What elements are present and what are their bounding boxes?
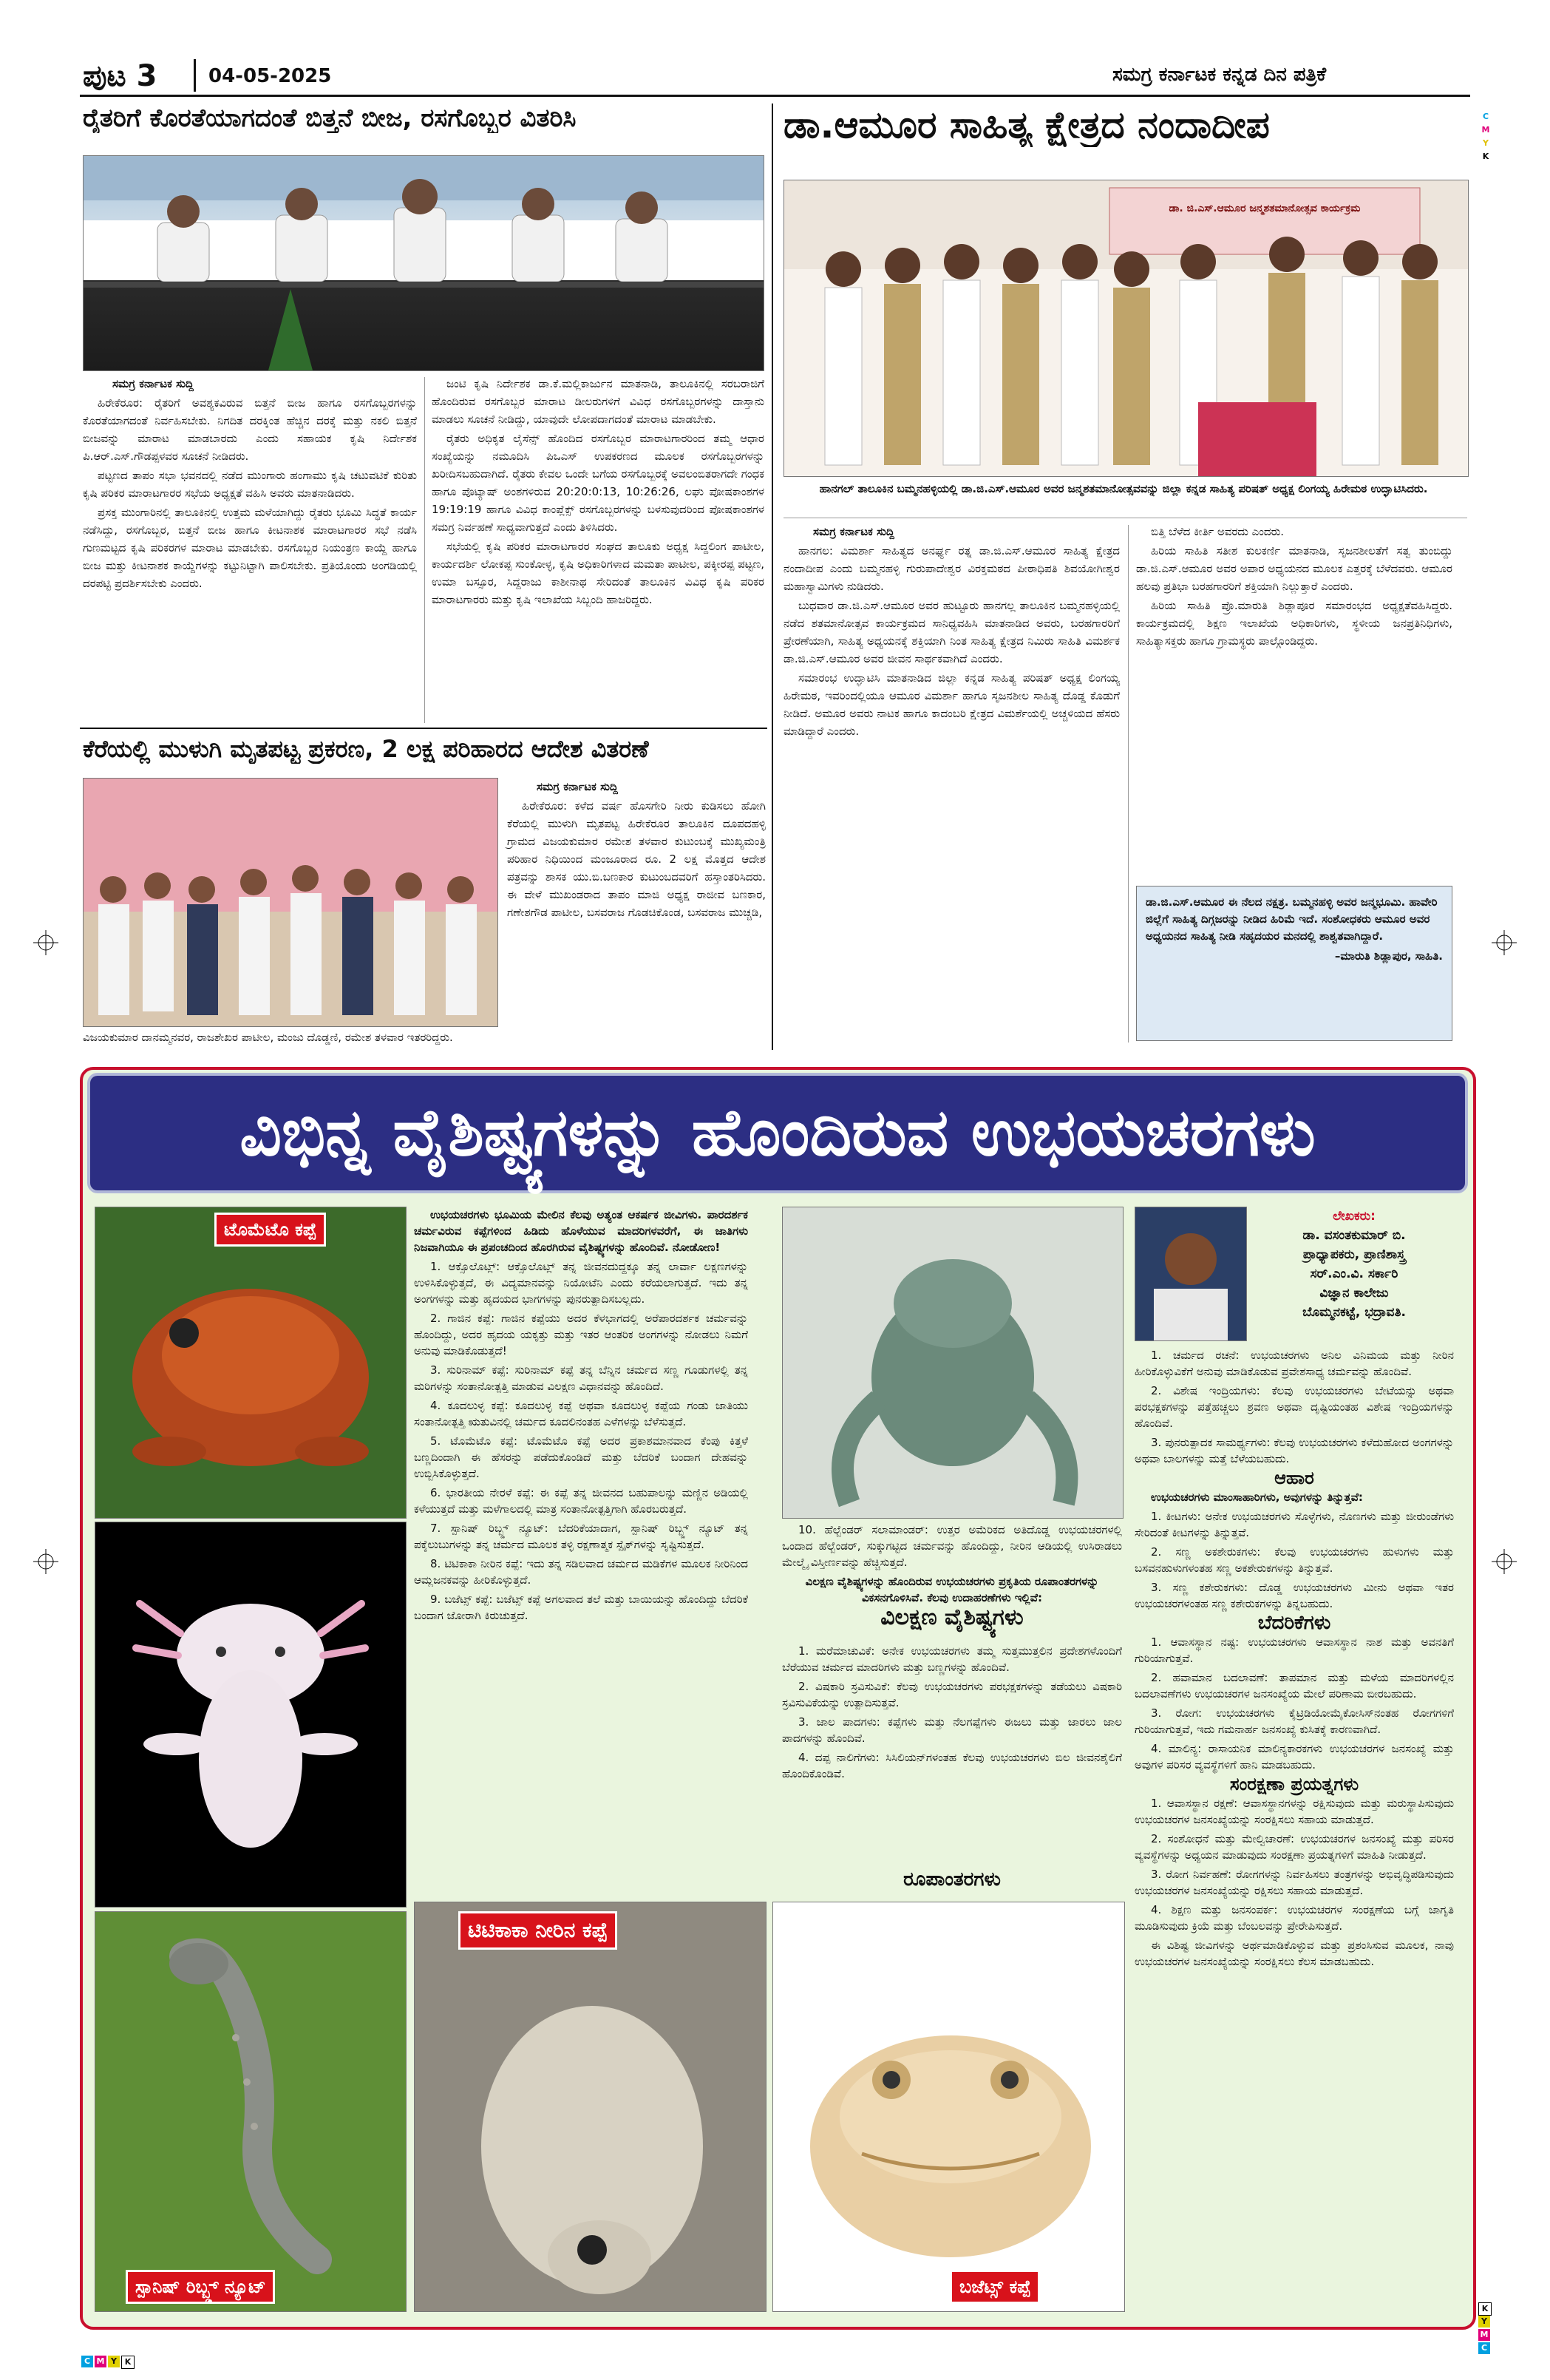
cmyk-mark-m: M xyxy=(1481,125,1490,135)
story-divider xyxy=(772,104,773,1050)
tomato-frog-photo xyxy=(95,1207,407,1519)
cmyk-foot-c: C xyxy=(81,2356,93,2367)
cmyk-mark-c: C xyxy=(1482,112,1489,121)
water-frog-photo xyxy=(782,1207,1124,1519)
unique-section: 10. ಹೆಲ್ಬೆಂಡರ್ ಸಲಾಮಾಂಡರ್: ಉತ್ತರ ಅಮೆರಿಕದ ಅತಿದೊಡ್ಡ ಉಭಯಚರಗಳಲ್ಲಿ ಒಂದಾದ ಹೆಲ್ಬೆಂಡರ್, ಸುಕ್ಕುಗಟ್ಟಿದ ಚರ್ಮವನ್ನು ಹೊಂದಿದ್ದು, ನೀರಿನ ಆಡಿಯಲ್ಲಿ ಉಸಿರಾಡಲು ಮೇಲ್ಮೈ ವಿಸ್ತೀರ್ಣವನ್ನು ಹೆಚ್ಚಿಸುತ್ತದೆ. ವಿಲಕ್ಷಣ ವೈಶಿಷ್ಟ್ಯಗಳನ್ನು ಹೊಂದಿರುವ ಉಭಯಚರಗಳು ಪ್ರಕೃತಿಯ ರೂಪಾಂತರಗಳನ್ನು ವಿಕಸನಗೊಳಿಸಿವೆ. ಕೆಲವು ಉದಾಹರಣೆಗಳು ಇಲ್ಲಿವೆ: xyxy=(782,1523,1122,1604)
registration-mark-icon xyxy=(33,930,58,955)
newt-photo xyxy=(95,1911,407,2312)
story3-trailing: ವಿಜಯಕುಮಾರ ದಾನಮ್ಮನವರ, ರಾಜಶೇಖರ ಪಾಟೀಲ, ಮಂಜು ದೊಡ್ಡಣಿ, ರಮೇಶ ತಳವಾರ ಇತರರಿದ್ದರು. xyxy=(83,1031,453,1044)
story-rule xyxy=(80,728,767,729)
column-rule xyxy=(1128,525,1129,1042)
header-rule xyxy=(80,95,1470,97)
story1-col1: ಸಮಗ್ರ ಕರ್ನಾಟಕ ಸುದ್ದಿ ಹಿರೇಕೆರೂರ: ರೈತರಿಗೆ ಅವಶ್ಯಕವಿರುವ ಬಿತ್ತನೆ ಬೀಜ ಹಾಗೂ ರಸಗೊಬ್ಬರಗಳನ್ನು ಕೊರತೆಯಾಗದಂತೆ ನಿರ್ವಹಿಸಬೇಕು. ನಿಗದಿತ ದರಕ್ಕಿಂತ ಹೆಚ್ಚಿನ ದರಕ್ಕೆ ಮತ್ತು ನಕಲಿ ಬಿತ್ತನೆ ಬೀಜವನ್ನು ಮಾರಾಟ ಮಾಡಬಾರದು ಎಂದು ಸಹಾಯಕ ಕೃಷಿ ನಿರ್ದೇಶಕ ಪಿ.ಆರ್.ಎಸ್.ಗೌಡಪ್ಪಳವರ ಸೂಚನೆ ನೀಡಿದರು. ಪಟ್ಟಣದ ತಾಪಂ ಸಭಾ ಭವನದಲ್ಲಿ ನಡೆದ ಮುಂಗಾರು ಹಂಗಾಮು ಕೃಷಿ ಚಟುವಟಿಕೆ ಕುರಿತು ಕೃಷಿ ಪರಿಕರ ಮಾರಾಟಗಾರರ ಸಭೆಯ ಅಧ್ಯಕ್ಷತೆ ವಹಿಸಿ ಅವರು ಮಾತನಾಡಿದರು. ಪ್ರಸಕ್ತ ಮುಂಗಾರಿನಲ್ಲಿ ತಾಲೂಕಿನಲ್ಲಿ ಉತ್ತಮ ಮಳೆಯಾಗಿದ್ದು ರೈತರು ಭೂಮಿ ಸಿದ್ಧತೆ ಕಾರ್ಯ ನಡೆಸಿದ್ದು, ರಸಗೊಬ್ಬರ, ಬಿತ್ತನೆ ಬೀಜ ಹಾಗೂ ಕೀಟನಾಶಕ ಮಾರಾಟಗಾರರ ಸಭೆ ನಡೆಸಿ ಗುಣಮಟ್ಟದ ಕೃಷಿ ಪರಿಕರಗಳ ಮಾರಾಟ ಮಾಡಬೇಕು. ರಸಗೊಬ್ಬರ ನಿಯಂತ್ರಣ ಕಾಯ್ದೆ ಹಾಗೂ ಬೀಜ ಮತ್ತು ಕೀಟನಾಶಕ ಕಾಯ್ದೆಗಳನ್ನು ಕಟ್ಟುನಿಟ್ಟಾಗಿ ಪಾಲಿಸಬೇಕು. ಪ್ರತಿಯೊಂದು ಅಂಗಡಿಯಲ್ಲಿ ದರಪಟ್ಟಿ ಪ್ರದರ್ಶಿಸಬೇಕು ಎಂದರು. xyxy=(83,377,417,590)
titicaca-frog-label: ಟಿಟಿಕಾಕಾ ನೀರಿನ ಕಪ್ಪೆ xyxy=(458,1911,617,1950)
author-photo xyxy=(1135,1207,1247,1341)
tomato-frog-label: ಟೊಮೆಟೊ ಕಪ್ಪೆ xyxy=(214,1213,326,1247)
registration-mark-icon xyxy=(33,1549,58,1574)
axolotl-photo xyxy=(95,1522,407,1908)
header-divider xyxy=(194,59,196,92)
story2-caption: ಹಾನಗಲ್ ತಾಲೂಕಿನ ಬಮ್ಮನಹಳ್ಳಿಯಲ್ಲಿ ಡಾ.ಜಿ.ಎಸ್.ಆಮೂರ ಅವರ ಜನ್ಮಶತಮಾನೋತ್ಸವವನ್ನು ಜಿಲ್ಲಾ ಕನ್ನಡ ಸಾಹಿತ್ಯ ಪರಿಷತ್ ಅಧ್ಯಕ್ಷ ಲಿಂಗಯ್ಯ ಹಿರೇಮಠ ಉದ್ಘಾಟಿಸಿದರು. xyxy=(819,482,1428,495)
author-credit: ಲೇಖಕರು: ಡಾ. ವಸಂತಕುಮಾರ್ ಬಿ. ಪ್ರಾಧ್ಯಾಪಕರು, ಪ್ರಾಣಿಶಾಸ್ತ್ರ ಸರ್.ಎಂ.ವಿ. ಸರ್ಕಾರಿ ವಿಜ್ಞಾನ ಕಾಲೇಜು ಬೊಮ್ಮನಕಟ್ಟೆ, ಭದ್ರಾವತಿ. xyxy=(1302,1209,1406,1320)
newt-label: ಸ್ಪಾನಿಷ್ ರಿಬ್ಬ್ಡ್ ನ್ಯೂಟ್ xyxy=(126,2270,275,2304)
unique-heading: ವಿಲಕ್ಷಣ ವೈಶಿಷ್ಟ್ಯಗಳು xyxy=(880,1604,1024,1630)
pull-quote: ಡಾ.ಜಿ.ಎಸ್.ಆಮೂರ ಈ ನೆಲದ ನಕ್ಷತ್ರ. ಬಮ್ಮನಹಳ್ಳಿ ಅವರ ಜನ್ಮಭೂಮಿ. ಹಾವೇರಿ ಜಿಲ್ಲೆಗೆ ಸಾಹಿತ್ಯ ದಿಗ್ಗಜರನ್ನು ನೀಡಿದ ಹಿರಿಮೆ ಇದೆ. ಸಂಶೋಧಕರು ಆಮೂರ ಅವರ ಅಧ್ಯಯನದ ಸಾಹಿತ್ಯ ನೀಡಿ ಸಹೃದಯರ ಮನದಲ್ಲಿ ಶಾಶ್ವತವಾಗಿದ್ದಾರೆ. –ಮಾರುತಿ ಶಿಡ್ಲಾಪುರ, ಸಾಹಿತಿ. xyxy=(1136,886,1452,1041)
page-number: ಪುಟ 3 xyxy=(83,59,157,93)
budgett-frog-label: ಬಜೆಟ್ಸ್ ಕಪ್ಪೆ xyxy=(950,2270,1040,2304)
cmyk-mark-k: K xyxy=(1482,152,1489,161)
species-list: ಉಭಯಚರಗಳು ಭೂಮಿಯ ಮೇಲಿನ ಕೆಲವು ಅತ್ಯಂತ ಆಕರ್ಷಕ ಜೀವಿಗಳು. ಪಾರದರ್ಶಕ ಚರ್ಮವಿರುವ ಕಪ್ಪೆಗಳಿಂದ ಹಿಡಿದು ಹೊಳೆಯುವ ಮಾದರಿಗಳವರೆಗೆ, ಈ ಜಾತಿಗಳು ನಿಜವಾಗಿಯೂ ಈ ಪ್ರಪಂಚದಿಂದ ಹೊರಗಿರುವ ವೈಶಿಷ್ಟ್ಯಗಳನ್ನು ಹೊಂದಿವೆ. ನೋಡೋಣ! 1. ಆಕ್ಸೊಲೊಟ್ಲ್: ಆಕ್ಸೊಲೊಟ್ಲ್ ತನ್ನ ಜೀವನದುದ್ದಕ್ಕೂ ತನ್ನ ಲಾರ್ವಾ ಲಕ್ಷಣಗಳನ್ನು ಉಳಿಸಿಕೊಳ್ಳುತ್ತದೆ, ಈ ವಿದ್ಯಮಾನವನ್ನು ನಿಯೋಟೆನಿ ಎಂದು ಕರೆಯಲಾಗುತ್ತದೆ. ಇದು ತನ್ನ ಅಂಗಗಳನ್ನು ಮತ್ತು ಹೃದಯದ ಭಾಗಗಳನ್ನು ಪುನರುತ್ಪಾದಿಸಬಲ್ಲದು. 2. ಗಾಜಿನ ಕಪ್ಪೆ: ಗಾಜಿನ ಕಪ್ಪೆಯು ಅದರ ಕೆಳಭಾಗದಲ್ಲಿ ಅರೆಪಾರದರ್ಶಕ ಚರ್ಮವನ್ನು ಹೊಂದಿದ್ದು, ಅದರ ಹೃದಯ ಯಕೃತ್ತು ಮತ್ತು ಇತರ ಆಂತರಿಕ ಅಂಗಗಳನ್ನು ನೋಡಲು ನಿಮಗೆ ಅನುವು ಮಾಡಿಕೊಡುತ್ತದೆ! 3. ಸುರಿನಾಮ್ ಕಪ್ಪೆ: ಸುರಿನಾಮ್ ಕಪ್ಪೆ ತನ್ನ ಬೆನ್ನಿನ ಚರ್ಮದ ಸಣ್ಣ ಗೂಡುಗಳಲ್ಲಿ ತನ್ನ ಮರಿಗಳನ್ನು ಸಂತಾನೋತ್ಪತ್ತಿ ಮಾಡುವ ವಿಲಕ್ಷಣ ವಿಧಾನವನ್ನು ಹೊಂದಿದೆ. 4. ಕೂದಲುಳ್ಳ ಕಪ್ಪೆ: ಕೂದಲುಳ್ಳ ಕಪ್ಪೆ ಅಥವಾ ಕೂದಲುಳ್ಳ ಕಪ್ಪೆಯ ಗಂಡು ಜಾತಿಯು ಸಂತಾನೋತ್ಪತ್ತಿ ಋತುವಿನಲ್ಲಿ ಚರ್ಮದ ಕೂದಲಿನಂತಹ ಎಳೆಗಳನ್ನು ಬೆಳೆಸುತ್ತದೆ. 5. ಟೊಮೆಟೊ ಕಪ್ಪೆ: ಟೊಮೆಟೊ ಕಪ್ಪೆ ಅದರ ಪ್ರಕಾಶಮಾನವಾದ ಕೆಂಪು ಕಿತ್ತಳೆ ಬಣ್ಣದಿಂದಾಗಿ ಈ ಹೆಸರನ್ನು ಪಡೆದುಕೊಂಡಿದೆ ಮತ್ತು ಬೆದರಿಕೆ ಬಂದಾಗ ದೇಹವನ್ನು ಉಬ್ಬಿಸಿಕೊಳ್ಳುತ್ತದೆ. 6. ಭಾರತೀಯ ನೇರಳೆ ಕಪ್ಪೆ: ಈ ಕಪ್ಪೆ ತನ್ನ ಜೀವನದ ಬಹುಪಾಲನ್ನು ಮಣ್ಣಿನ ಅಡಿಯಲ್ಲಿ ಕಳೆಯುತ್ತದೆ ಮತ್ತು ಮಳೆಗಾಲದಲ್ಲಿ ಮಾತ್ರ ಸಂತಾನೋತ್ಪತ್ತಿಗಾಗಿ ಹೊರಬರುತ್ತದೆ. 7. ಸ್ಪಾನಿಷ್ ರಿಬ್ಬ್ಡ್ ನ್ಯೂಟ್: ಬೆದರಿಕೆಯಾದಾಗ, ಸ್ಪಾನಿಷ್ ರಿಬ್ಬ್ಡ್ ನ್ಯೂಟ್ ತನ್ನ ಪಕ್ಕೆಲುಬುಗಳನ್ನು ತನ್ನ ಚರ್ಮದ ಮೂಲಕ ತಳ್ಳಿ ರಕ್ಷಣಾತ್ಮಕ ಸ್ಪೈಕ್‌ಗಳನ್ನು ಸೃಷ್ಟಿಸುತ್ತದೆ. 8. ಟಿಟಿಕಾಕಾ ನೀರಿನ ಕಪ್ಪೆ: ಇದು ತನ್ನ ಸಡಿಲವಾದ ಚರ್ಮದ ಮಡಿಕೆಗಳ ಮೂಲಕ ನೀರಿನಿಂದ ಆಮ್ಲಜನಕವನ್ನು ಹೀರಿಕೊಳ್ಳುತ್ತದೆ. 9. ಬಜೆಟ್ಸ್ ಕಪ್ಪೆ: ಬಜೆಟ್ಸ್ ಕಪ್ಪೆ ಅಗಲವಾದ ತಲೆ ಮತ್ತು ಬಾಯಿಯನ್ನು ಹೊಂದಿದ್ದು ಬೆದರಿಕೆ ಬಂದಾಗ ಜೋರಾಗಿ ಕಿರುಚುತ್ತದೆ. xyxy=(414,1208,748,1622)
cmyk-bar-m: M xyxy=(1478,2329,1490,2341)
titicaca-frog-photo xyxy=(414,1902,766,2312)
story1-col2: ಜಂಟಿ ಕೃಷಿ ನಿರ್ದೇಶಕ ಡಾ.ಕೆ.ಮಲ್ಲಿಕಾರ್ಜುನ ಮಾತನಾಡಿ, ತಾಲೂಕಿನಲ್ಲಿ ಸರಬರಾಜಿಗೆ ಹೊಂದಿರುವ ರಸಗೊಬ್ಬರ ಮಾರಾಟ ಡೀಲರುಗಳಿಗೆ ವಿವಿಧ ರಸಗೊಬ್ಬರಗಳನ್ನು ದಾಸ್ತಾನು ಮಾಡಲು ಸೂಚನೆ ನೀಡಿದ್ದು, ಯಾವುದೇ ಲೋಪದಾಗದಂತೆ ಮಾರಾಟ ಮಾಡಬೇಕು. ರೈತರು ಅಧಿಕೃತ ಲೈಸೆನ್ಸ್ ಹೊಂದಿದ ರಸಗೊಬ್ಬರ ಮಾರಾಟಗಾರರಿಂದ ತಮ್ಮ ಆಧಾರ ಸಂಖ್ಯೆಯನ್ನು ನಮೂದಿಸಿ ಪಿಒಎಸ್ ಉಪಕರಣದ ಮೂಲಕ ರಸಗೊಬ್ಬರಗಳನ್ನು ಖರೀದಿಸಬಹುದಾಗಿದೆ. ರೈತರು ಕೇವಲ ಒಂದೇ ಬಗೆಯ ರಸಗೊಬ್ಬರಕ್ಕೆ ಅವಲಂಬಿತರಾಗದೇ ಗಂಧಕ ಹಾಗೂ ಪೊಟ್ಯಾಷ್ ಅಂಶಗಳಿರುವ 20:20:0:13, 10:26:26, ಲಘು ಪೋಷಕಾಂಶಗಳ 19:19:19 ಹಾಗೂ ವಿವಿಧ ಕಾಂಪ್ಲೆಕ್ಸ್ ರಸಗೊಬ್ಬರಗಳನ್ನು ಬಳಸುವುದರಿಂದ ಪೋಷಕಾಂಶಗಳ ಸಮಗ್ರ ನಿರ್ವಹಣೆ ಸಾಧ್ಯವಾಗುತ್ತದೆ ಎಂದು ತಿಳಿಸಿದರು. ಸಭೆಯಲ್ಲಿ ಕೃಷಿ ಪರಿಕರ ಮಾರಾಟಗಾರರ ಸಂಘದ ತಾಲೂಕು ಅಧ್ಯಕ್ಷ ಸಿದ್ದಲಿಂಗ ಪಾಟೀಲ, ಕಾರ್ಯದರ್ಶಿ ಲೋಕಪ್ಪ ಸುಂಕೋಳ್ಳ, ಕೃಷಿ ಅಧಿಕಾರಿಗಳಾದ ಮಮತಾ ಪಾಟೀಲ, ಪಕ್ಕೀರಪ್ಪ ಪಟ್ಟಣ, ಉಮಾ ಬಸ್ಸೂರ, ಸಿದ್ದರಾಜು ಕಾಶೀನಾಥ ಸೇರಿದಂತೆ ತಾಲೂಕಿನ ವಿವಿಧ ಕೃಷಿ ಪರಿಕರ ಮಾರಾಟಗಾರರು ಮತ್ತು ಕೃಷಿ ಇಲಾಖೆಯ ಸಿಬ್ಬಂದಿ ಹಾಜರಿದ್ದರು. xyxy=(432,377,764,606)
photo-banner-text: ಡಾ. ಜಿ.ಎಸ್.ಆಮೂರ ಜನ್ಮಶತಮಾನೋತ್ಸವ ಕಾರ್ಯಕ್ರಮ xyxy=(1169,203,1361,214)
column-rule xyxy=(424,377,425,723)
issue-date: 04-05-2025 xyxy=(208,65,332,87)
cmyk-foot-y: Y xyxy=(108,2356,120,2367)
story1-headline: ರೈತರಿಗೆ ಕೊರತೆಯಾಗದಂತೆ ಬಿತ್ತನೆ ಬೀಜ, ರಸಗೊಬ್ಬರ ವಿತರಿಸಿ xyxy=(83,104,577,133)
event-photo xyxy=(784,180,1469,477)
meeting-photo xyxy=(83,155,764,371)
cmyk-foot-k: K xyxy=(121,2356,135,2369)
story2-headline: ಡಾ.ಆಮೂರ ಸಾಹಿತ್ಯ ಕ್ಷೇತ್ರದ ನಂದಾದೀಪ xyxy=(784,104,1270,146)
compensation-photo xyxy=(83,778,498,1027)
paper-name: ಸಮಗ್ರ ಕರ್ನಾಟಕ ಕನ್ನಡ ದಿನ ಪತ್ರಿಕೆ xyxy=(1112,64,1327,86)
cmyk-bar-k: K xyxy=(1478,2302,1492,2316)
registration-mark-icon xyxy=(1492,1549,1517,1574)
story2-col2: ಬಿತ್ತಿ ಬೆಳೆದ ಕೀರ್ತಿ ಅವರದು ಎಂದರು. ಹಿರಿಯ ಸಾಹಿತಿ ಸತೀಶ ಕುಲಕರ್ಣಿ ಮಾತನಾಡಿ, ಸೃಜನಶೀಲತೆಗೆ ಸತ್ವ ತುಂಬಿದ್ದು ಡಾ.ಜಿ.ಎಸ್.ಆಮೂರ ಅವರ ಅಪಾರ ಅಧ್ಯಯನದ ಮೂಲಕ ಎತ್ತರಕ್ಕೆ ಬೆಳೆದವರು. ಆಮೂರ ಹಲವು ಪ್ರತಿಭಾ ಬರಹಗಾರರಿಗೆ ಶಕ್ತಿಯಾಗಿ ನಿಲ್ಲುತ್ತಾರೆ ಎಂದರು. ಹಿರಿಯ ಸಾಹಿತಿ ಪ್ರೊ.ಮಾರುತಿ ಶಿಡ್ಲಾಪೂರ ಸಮಾರಂಭದ ಅಧ್ಯಕ್ಷತೆವಹಿಸಿದ್ದರು. ಕಾರ್ಯಕ್ರಮದಲ್ಲಿ ಶಿಕ್ಷಣ ಇಲಾಖೆಯ ಅಧಿಕಾರಿಗಳು, ಸ್ಥಳೀಯ ಜನಪ್ರತಿನಿಧಿಗಳು, ಸಾಹಿತ್ಯಾಸಕ್ತರು ಹಾಗೂ ಗ್ರಾಮಸ್ಥರು ಪಾಲ್ಗೊಂಡಿದ್ದರು. xyxy=(1136,525,1452,648)
feature-banner: ವಿಭಿನ್ನ ವೈಶಿಷ್ಟ್ಯಗಳನ್ನು ಹೊಂದಿರುವ ಉಭಯಚರಗಳು xyxy=(87,1073,1468,1193)
cmyk-foot-m: M xyxy=(95,2356,106,2367)
cmyk-bar-c: C xyxy=(1478,2342,1490,2354)
story2-col1: ಸಮಗ್ರ ಕರ್ನಾಟಕ ಸುದ್ದಿ ಹಾನಗಲ: ವಿಮರ್ಶಾ ಸಾಹಿತ್ಯದ ಅನರ್ಘ್ಯ ರತ್ನ ಡಾ.ಜಿ.ಎಸ್.ಆಮೂರ ಸಾಹಿತ್ಯ ಕ್ಷೇತ್ರದ ನಂದಾದೀಪ ಎಂದು ಬಮ್ಮನಹಳ್ಳಿ ಗುರುಪಾದೇಶ್ವರ ವಿರಕ್ತಮಠದ ಪೀಠಾಧಿಪತಿ ಶಿವಯೋಗೀಶ್ವರ ಮಹಾಸ್ವಾಮಿಗಳು ನುಡಿದರು. ಬುಧವಾರ ಡಾ.ಜಿ.ಎಸ್.ಆಮೂರ ಅವರ ಹುಟ್ಟೂರು ಹಾನಗಲ್ಲ ತಾಲೂಕಿನ ಬಮ್ಮನಹಳ್ಳಿಯಲ್ಲಿ ನಡೆದ ಶತಮಾನೋತ್ಸವ ಕಾರ್ಯಕ್ರಮದ ಸಾನಿಧ್ಯವಹಿಸಿ ಮಾತನಾಡಿದ ಅವರು, ಬರಹಗಾರರಿಗೆ ಪ್ರೇರಣೆಯಾಗಿ, ಸಾಹಿತ್ಯ ಅಧ್ಯಯನಕ್ಕೆ ಶಕ್ತಿಯಾಗಿ ನಿಂತ ಸಾಹಿತ್ಯ ಕ್ಷೇತ್ರದ ನಿಮಿರು ಸಾಹಿತಿ ವಿಮರ್ಶಕ ಡಾ.ಜಿ.ಎಸ್.ಆಮೂರ ಅವರ ಜೀವನ ಸಾರ್ಥಕವಾಗಿದೆ ಎಂದರು. ಸಮಾರಂಭ ಉದ್ಘಾಟಿಸಿ ಮಾತನಾಡಿದ ಜಿಲ್ಲಾ ಕನ್ನಡ ಸಾಹಿತ್ಯ ಪರಿಷತ್ ಅಧ್ಯಕ್ಷ ಲಿಂಗಯ್ಯ ಹಿರೇಮಠ, ಇವರಿಂದಲ್ಲಿಯೂ ಆಮೂರ ವಿಮರ್ಶಾ ಹಾಗೂ ಸೃಜನಶೀಲ ಸಾಹಿತ್ಯ ದೊಡ್ಡ ಕೊಡುಗೆ ನೀಡಿದೆ. ಅಮೂರ ಅವರು ನಾಟಕ ಹಾಗೂ ಕಾದಂಬರಿ ಕ್ಷೇತ್ರದ ವಿಮರ್ಶೆಯಲ್ಲಿ ಅಚ್ಚಳಿಯದ ಹೆಸರು ಮಾಡಿದ್ದಾರೆ ಎಂದರು. xyxy=(784,525,1120,738)
cmyk-bar-y: Y xyxy=(1478,2316,1490,2328)
story3-body: ಸಮಗ್ರ ಕರ್ನಾಟಕ ಸುದ್ದಿ ಹಿರೇಕೆರೂರ: ಕಳೆದ ವರ್ಷ ಹೊಸಗೇರಿ ನೀರು ಕುಡಿಸಲು ಹೋಗಿ ಕೆರೆಯಲ್ಲಿ ಮುಳುಗಿ ಮೃತಪಟ್ಟ ಹಿರೇಕೆರೂರ ತಾಲೂಕಿನ ದೂಪದಹಳ್ಳಿ ಗ್ರಾಮದ ವಿಜಯಕುಮಾರ ರಮೇಶ ತಳವಾರ ಕುಟುಂಬಕ್ಕೆ ಮುಖ್ಯಮಂತ್ರಿ ಪರಿಹಾರ ನಿಧಿಯಿಂದ ಮಂಜೂರಾದ ರೂ. 2 ಲಕ್ಷ ಮೊತ್ತದ ಆದೇಶ ಪತ್ರವನ್ನು ಶಾಸಕ ಯು.ಬಿ.ಬಣಕಾರ ಕುಟುಂಬದವರಿಗೆ ಹಸ್ತಾಂತರಿಸಿದರು. ಈ ವೇಳೆ ಮುಖಂಡರಾದ ತಾಪಂ ಮಾಜಿ ಅಧ್ಯಕ್ಷ ರಾಜೀವ ಬಣಕಾರ, ಗಣೇಶಗೌಡ ಪಾಟೀಲ, ಬಸವರಾಜ ಗೊಡಚಿಕೊಂಡ, ಬಸವರಾಜ ಮುಚ್ಚಡಿ, xyxy=(507,780,766,919)
budgett-frog-photo xyxy=(772,1902,1125,2312)
story3-headline: ಕೆರೆಯಲ್ಲಿ ಮುಳುಗಿ ಮೃತಪಟ್ಟ ಪ್ರಕರಣ, 2 ಲಕ್ಷ ಪರಿಹಾರದ ಆದೇಶ ವಿತರಣೆ xyxy=(83,735,649,763)
traits-list: 1. ಚರ್ಮದ ರಚನೆ: ಉಭಯಚರಗಳು ಅನಿಲ ವಿನಿಮಯ ಮತ್ತು ನೀರಿನ ಹೀರಿಕೊಳ್ಳುವಿಕೆಗೆ ಅನುವು ಮಾಡಿಕೊಡುವ ಪ್ರವೇಶಸಾಧ್ಯ ಚರ್ಮವನ್ನು ಹೊಂದಿವೆ. 2. ವಿಶೇಷ ಇಂದ್ರಿಯಗಳು: ಕೆಲವು ಉಭಯಚರಗಳು ಬೇಟೆಯನ್ನು ಅಥವಾ ಪರಭಕ್ಷಕಗಳನ್ನು ಪತ್ತೆಹಚ್ಚಲು ಶ್ರವಣ ಅಥವಾ ದೃಷ್ಟಿಯಂತಹ ವಿಶೇಷ ಇಂದ್ರಿಯಗಳನ್ನು ಹೊಂದಿವೆ. 3. ಪುನರುತ್ಪಾದಕ ಸಾಮರ್ಥ್ಯಗಳು: ಕೆಲವು ಉಭಯಚರಗಳು ಕಳೆದುಹೋದ ಅಂಗಗಳನ್ನು ಅಥವಾ ಬಾಲಗಳನ್ನು ಮತ್ತೆ ಬೆಳೆಯಬಹುದು. ಆಹಾರ ಉಭಯಚರಗಳು ಮಾಂಸಾಹಾರಿಗಳು, ಅವುಗಳನ್ನು ತಿನ್ನುತ್ತವೆ: 1. ಕೀಟಗಳು: ಅನೇಕ ಉಭಯಚರಗಳು ಸೊಳ್ಳೆಗಳು, ನೊಣಗಳು ಮತ್ತು ಜೀರುಂಡೆಗಳು ಸೇರಿದಂತೆ ಕೀಟಗಳನ್ನು ತಿನ್ನುತ್ತವೆ. 2. ಸಣ್ಣ ಅಕಶೇರುಕಗಳು: ಕೆಲವು ಉಭಯಚರಗಳು ಹುಳುಗಳು ಮತ್ತು ಬಸವನಹುಳುಗಳಂತಹ ಸಣ್ಣ ಅಕಶೇರುಕಗಳನ್ನು ತಿನ್ನುತ್ತವೆ. 3. ಸಣ್ಣ ಕಶೇರುಕಗಳು: ದೊಡ್ಡ ಉಭಯಚರಗಳು ಮೀನು ಅಥವಾ ಇತರ ಉಭಯಚರಗಳಂತಹ ಸಣ್ಣ ಕಶೇರುಕಗಳನ್ನು ತಿನ್ನಬಹುದು. ಬೆದರಿಕೆಗಳು 1. ಆವಾಸಸ್ಥಾನ ನಷ್ಟ: ಉಭಯಚರಗಳು ಆವಾಸಸ್ಥಾನ ನಾಶ ಮತ್ತು ಅವನತಿಗೆ ಗುರಿಯಾಗುತ್ತವೆ. 2. ಹವಾಮಾನ ಬದಲಾವಣೆ: ತಾಪಮಾನ ಮತ್ತು ಮಳೆಯ ಮಾದರಿಗಳಲ್ಲಿನ ಬದಲಾವಣೆಗಳು ಉಭಯಚರಗಳ ಜನಸಂಖ್ಯೆಯ ಮೇಲೆ ಪರಿಣಾಮ ಬೀರಬಹುದು. 3. ರೋಗ: ಉಭಯಚರಗಳು ಕೈಟ್ರಿಡಿಯೋಮೈಕೋಸಿಸ್‌ನಂತಹ ರೋಗಗಳಿಗೆ ಗುರಿಯಾಗುತ್ತವೆ, ಇದು ಗಮನಾರ್ಹ ಜನಸಂಖ್ಯೆ ಕುಸಿತಕ್ಕೆ ಕಾರಣವಾಗಿದೆ. 4. ಮಾಲಿನ್ಯ: ರಾಸಾಯನಿಕ ಮಾಲಿನ್ಯಕಾರಕಗಳು ಉಭಯಚರಗಳ ಜನಸಂಖ್ಯೆ ಮತ್ತು ಅವುಗಳ ಪರಿಸರ ವ್ಯವಸ್ಥೆಗಳಿಗೆ ಹಾನಿ ಮಾಡಬಹುದು. ಸಂರಕ್ಷಣಾ ಪ್ರಯತ್ನಗಳು 1. ಆವಾಸಸ್ಥಾನ ರಕ್ಷಣೆ: ಆವಾಸಸ್ಥಾನಗಳನ್ನು ರಕ್ಷಿಸುವುದು ಮತ್ತು ಮರುಸ್ಥಾಪಿಸುವುದು ಉಭಯಚರಗಳ ಜನಸಂಖ್ಯೆಯನ್ನು ಸಂರಕ್ಷಿಸಲು ಸಹಾಯ ಮಾಡುತ್ತದೆ. 2. ಸಂಶೋಧನೆ ಮತ್ತು ಮೇಲ್ವಿಚಾರಣೆ: ಉಭಯಚರಗಳ ಜನಸಂಖ್ಯೆ ಮತ್ತು ಪರಿಸರ ವ್ಯವಸ್ಥೆಗಳನ್ನು ಅಧ್ಯಯನ ಮಾಡುವುದು ಸಂರಕ್ಷಣಾ ಪ್ರಯತ್ನಗಳಿಗೆ ಮಾಹಿತಿ ನೀಡುತ್ತದೆ. 3. ರೋಗ ನಿರ್ವಹಣೆ: ರೋಗಗಳನ್ನು ನಿರ್ವಹಿಸಲು ತಂತ್ರಗಳನ್ನು ಅಭಿವೃದ್ಧಿಪಡಿಸುವುದು ಉಭಯಚರಗಳ ಜನಸಂಖ್ಯೆಯನ್ನು ರಕ್ಷಿಸಲು ಸಹಾಯ ಮಾಡುತ್ತದೆ. 4. ಶಿಕ್ಷಣ ಮತ್ತು ಜನಸಂಪರ್ಕ: ಉಭಯಚರಗಳ ಸಂರಕ್ಷಣೆಯ ಬಗ್ಗೆ ಜಾಗೃತಿ ಮೂಡಿಸುವುದು ಕ್ರಿಯೆ ಮತ್ತು ಬೆಂಬಲವನ್ನು ಪ್ರೇರೇಪಿಸುತ್ತದೆ. ಈ ವಿಶಿಷ್ಟ ಜೀವಿಗಳನ್ನು ಅರ್ಥಮಾಡಿಕೊಳ್ಳುವ ಮತ್ತು ಪ್ರಶಂಸಿಸುವ ಮೂಲಕ, ನಾವು ಉಭಯಚರಗಳ ಜನಸಂಖ್ಯೆಯನ್ನು ಸಂರಕ್ಷಿಸಲು ಕೆಲಸ ಮಾಡಬಹುದು. xyxy=(1135,1349,1454,1968)
unique-list: 1. ಮರೆಮಾಚುವಿಕೆ: ಅನೇಕ ಉಭಯಚರಗಳು ತಮ್ಮ ಸುತ್ತಮುತ್ತಲಿನ ಪ್ರದೇಶಗಳೊಂದಿಗೆ ಬೆರೆಯುವ ಚರ್ಮದ ಮಾದರಿಗಳು ಮತ್ತು ಬಣ್ಣಗಳನ್ನು ಹೊಂದಿವೆ. 2. ವಿಷಕಾರಿ ಸ್ರವಿಸುವಿಕೆ: ಕೆಲವು ಉಭಯಚರಗಳು ಪರಭಕ್ಷಕಗಳನ್ನು ತಡೆಯಲು ವಿಷಕಾರಿ ಸ್ರವಿಸುವಿಕೆಯನ್ನು ಉತ್ಪಾದಿಸುತ್ತವೆ. 3. ಜಾಲ ಪಾದಗಳು: ಕಪ್ಪೆಗಳು ಮತ್ತು ನೆಲಗಪ್ಪೆಗಳು ಈಜಲು ಮತ್ತು ಜಾರಲು ಜಾಲ ಪಾದಗಳನ್ನು ಹೊಂದಿವೆ. 4. ದಪ್ಪ ನಾಲಿಗೆಗಳು: ಸಿಸಿಲಿಯನ್‌ಗಳಂತಹ ಕೆಲವು ಉಭಯಚರಗಳು ಬಿಲ ಜೀವನಶೈಲಿಗೆ ಹೊಂದಿಕೊಂಡಿವೆ. xyxy=(782,1644,1122,1780)
registration-mark-icon xyxy=(1492,930,1517,955)
cmyk-mark-y: Y xyxy=(1483,138,1489,148)
adaptations-heading: ರೂಪಾಂತರಗಳು xyxy=(903,1868,1001,1891)
